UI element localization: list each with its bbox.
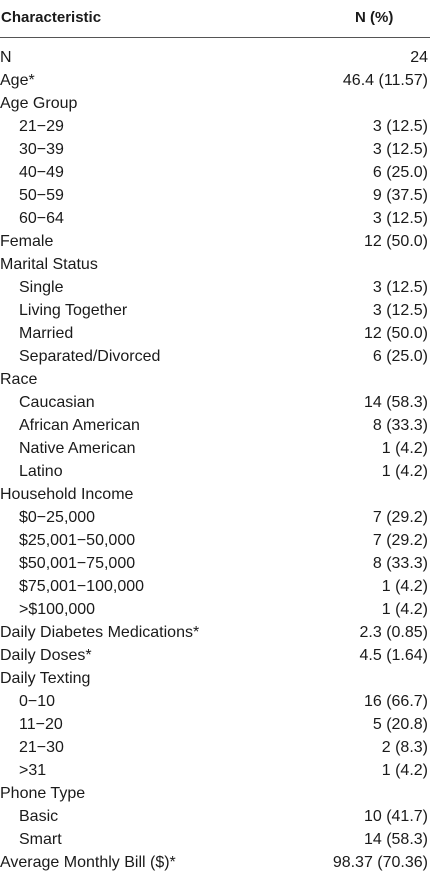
row-value: 3 (12.5) (372, 302, 428, 319)
table-row (0, 667, 430, 690)
row-value: 7 (29.2) (372, 532, 428, 549)
row-value: 3 (12.5) (372, 141, 428, 158)
table-row (0, 759, 430, 782)
table-body (0, 38, 430, 874)
row-value: 46.4 (11.57) (342, 72, 428, 89)
row-label: 0−10 (19, 693, 56, 710)
table-row (0, 644, 430, 667)
table-row (0, 690, 430, 713)
row-label: 30−39 (19, 141, 64, 158)
row-value: 1 (4.2) (381, 578, 428, 595)
row-value: 7 (29.2) (372, 509, 428, 526)
table-row (0, 713, 430, 736)
row-value: 8 (33.3) (372, 417, 428, 434)
table-row (0, 529, 430, 552)
table-row (0, 460, 430, 483)
row-value: 14 (58.3) (363, 831, 428, 848)
table-row (0, 230, 430, 253)
table-row (0, 391, 430, 414)
row-label: $25,001−50,000 (19, 532, 136, 549)
row-label: $50,001−75,000 (19, 555, 136, 572)
row-label: 40−49 (19, 164, 64, 181)
table-row (0, 161, 430, 184)
row-value: 1 (4.2) (381, 463, 428, 480)
table-row (0, 322, 430, 345)
row-value: 98.37 (70.36) (332, 854, 428, 871)
table-row (0, 299, 430, 322)
row-label: Race (0, 371, 38, 388)
table-row (0, 828, 430, 851)
row-label: 60−64 (19, 210, 64, 227)
row-label: African American (19, 417, 140, 434)
row-label: Latino (19, 463, 63, 480)
row-label: Separated/Divorced (19, 348, 161, 365)
row-label: Single (19, 279, 64, 296)
row-label: >$100,000 (19, 601, 96, 618)
table-header (0, 0, 430, 38)
table-row (0, 138, 430, 161)
table-row (0, 115, 430, 138)
row-label: 21−30 (19, 739, 64, 756)
table-row (0, 506, 430, 529)
row-label: Married (19, 325, 74, 342)
table-row (0, 184, 430, 207)
row-value: 2 (8.3) (381, 739, 428, 756)
row-label: >31 (19, 762, 47, 779)
row-value: 16 (66.7) (363, 693, 428, 710)
table-row (0, 736, 430, 759)
table-row (0, 207, 430, 230)
row-label: Caucasian (19, 394, 95, 411)
row-value: 6 (25.0) (372, 348, 428, 365)
row-label: Phone Type (0, 785, 86, 802)
row-label: Living Together (19, 302, 128, 319)
row-label: Smart (19, 831, 62, 848)
table-row (0, 345, 430, 368)
row-label: Native American (19, 440, 136, 457)
row-label: Age* (0, 72, 35, 89)
row-value: 12 (50.0) (363, 233, 428, 250)
row-value: 1 (4.2) (381, 601, 428, 618)
table-row (0, 805, 430, 828)
row-value: 5 (20.8) (372, 716, 428, 733)
row-value: 2.3 (0.85) (359, 624, 428, 641)
table-row (0, 253, 430, 276)
table-row (0, 437, 430, 460)
table-row (0, 851, 430, 874)
row-label: 21−29 (19, 118, 64, 135)
row-label: Age Group (0, 95, 78, 112)
table-row (0, 483, 430, 506)
row-label: $0−25,000 (19, 509, 96, 526)
row-label: Marital Status (0, 256, 98, 273)
row-value: 8 (33.3) (372, 555, 428, 572)
row-value: 3 (12.5) (372, 210, 428, 227)
row-value: 10 (41.7) (363, 808, 428, 825)
row-label: Household Income (0, 486, 134, 503)
row-value: 14 (58.3) (363, 394, 428, 411)
row-label: Female (0, 233, 54, 250)
row-label: 11−20 (19, 716, 63, 733)
table-row (0, 276, 430, 299)
row-value: 1 (4.2) (381, 440, 428, 457)
table-row (0, 92, 430, 115)
row-label: Basic (19, 808, 59, 825)
row-label: N (0, 49, 12, 66)
table-row (0, 621, 430, 644)
row-value: 4.5 (1.64) (359, 647, 428, 664)
row-value: 24 (410, 49, 428, 66)
row-label: 50−59 (19, 187, 64, 204)
table-row (0, 414, 430, 437)
row-value: 1 (4.2) (381, 762, 428, 779)
row-value: 6 (25.0) (372, 164, 428, 181)
row-label: Daily Diabetes Medications* (0, 624, 200, 641)
table-row (0, 575, 430, 598)
table-row (0, 782, 430, 805)
table-row (0, 552, 430, 575)
row-value: 9 (37.5) (372, 187, 428, 204)
column-header-characteristic: Characteristic (1, 9, 102, 26)
row-label: $75,001−100,000 (19, 578, 145, 595)
row-label: Daily Doses* (0, 647, 92, 664)
row-value: 3 (12.5) (372, 118, 428, 135)
table-row (0, 598, 430, 621)
row-value: 3 (12.5) (372, 279, 428, 296)
table-row (0, 69, 430, 92)
row-value: 12 (50.0) (363, 325, 428, 342)
row-label: Daily Texting (0, 670, 91, 687)
table-row (0, 368, 430, 391)
column-header-n-pct: N (%) (355, 9, 394, 26)
table-row (0, 46, 430, 69)
row-label: Average Monthly Bill ($)* (0, 854, 176, 871)
